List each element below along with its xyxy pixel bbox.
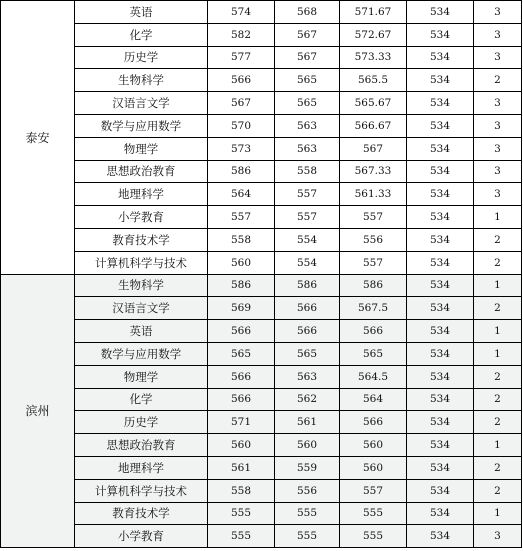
min-score-cell: 566 — [275, 297, 340, 320]
major-cell: 生物科学 — [75, 274, 208, 297]
control-line-cell: 534 — [407, 23, 474, 46]
control-line-cell: 534 — [407, 297, 474, 320]
major-cell: 教育技术学 — [75, 502, 208, 525]
max-score-cell: 586 — [208, 160, 275, 183]
min-score-cell: 554 — [275, 251, 340, 274]
min-score-cell: 566 — [275, 320, 340, 343]
min-score-cell: 555 — [275, 502, 340, 525]
major-cell: 物理学 — [75, 137, 208, 160]
control-line-cell: 534 — [407, 320, 474, 343]
avg-score-cell: 566.67 — [340, 114, 407, 137]
table-row — [1, 434, 522, 457]
major-cell: 数学与应用数学 — [75, 342, 208, 365]
min-score-cell: 560 — [275, 434, 340, 457]
max-score-cell: 569 — [208, 297, 275, 320]
avg-score-cell: 565.67 — [340, 92, 407, 115]
max-score-cell: 555 — [208, 502, 275, 525]
admitted-count-cell: 2 — [474, 228, 522, 251]
major-cell: 思想政治教育 — [75, 160, 208, 183]
admitted-count-cell: 2 — [474, 365, 522, 388]
avg-score-cell: 565.5 — [340, 69, 407, 92]
max-score-cell: 561 — [208, 456, 275, 479]
avg-score-cell: 557 — [340, 479, 407, 502]
major-cell: 计算机科学与技术 — [75, 251, 208, 274]
min-score-cell: 556 — [275, 479, 340, 502]
avg-score-cell: 561.33 — [340, 183, 407, 206]
admitted-count-cell: 2 — [474, 456, 522, 479]
min-score-cell: 567 — [275, 46, 340, 69]
min-score-cell: 565 — [275, 69, 340, 92]
admitted-count-cell: 3 — [474, 92, 522, 115]
avg-score-cell: 560 — [340, 456, 407, 479]
avg-score-cell: 566 — [340, 320, 407, 343]
table-row — [1, 365, 522, 388]
table-row — [1, 502, 522, 525]
major-cell: 物理学 — [75, 365, 208, 388]
control-line-cell: 534 — [407, 479, 474, 502]
admitted-count-cell: 1 — [474, 274, 522, 297]
max-score-cell: 566 — [208, 320, 275, 343]
min-score-cell: 558 — [275, 160, 340, 183]
admitted-count-cell: 3 — [474, 1, 522, 24]
min-score-cell: 563 — [275, 365, 340, 388]
min-score-cell: 561 — [275, 411, 340, 434]
min-score-cell: 555 — [275, 525, 340, 548]
max-score-cell: 565 — [208, 342, 275, 365]
max-score-cell: 560 — [208, 434, 275, 457]
max-score-cell: 570 — [208, 114, 275, 137]
max-score-cell: 567 — [208, 92, 275, 115]
min-score-cell: 568 — [275, 1, 340, 24]
major-cell: 地理科学 — [75, 456, 208, 479]
control-line-cell: 534 — [407, 411, 474, 434]
control-line-cell: 534 — [407, 274, 474, 297]
table-row — [1, 342, 522, 365]
max-score-cell: 577 — [208, 46, 275, 69]
table-row — [1, 137, 522, 160]
major-cell: 小学教育 — [75, 206, 208, 229]
control-line-cell: 534 — [407, 69, 474, 92]
admitted-count-cell: 2 — [474, 69, 522, 92]
control-line-cell: 534 — [407, 46, 474, 69]
admitted-count-cell: 1 — [474, 320, 522, 343]
avg-score-cell: 560 — [340, 434, 407, 457]
major-cell: 历史学 — [75, 46, 208, 69]
admitted-count-cell: 1 — [474, 434, 522, 457]
table-row — [1, 320, 522, 343]
major-cell: 历史学 — [75, 411, 208, 434]
admitted-count-cell: 2 — [474, 388, 522, 411]
max-score-cell: 573 — [208, 137, 275, 160]
avg-score-cell: 557 — [340, 251, 407, 274]
region-cell: 滨州 — [1, 274, 75, 548]
control-line-cell: 534 — [407, 137, 474, 160]
table-row — [1, 297, 522, 320]
min-score-cell: 567 — [275, 23, 340, 46]
control-line-cell: 534 — [407, 206, 474, 229]
control-line-cell: 534 — [407, 1, 474, 24]
admitted-count-cell: 3 — [474, 137, 522, 160]
table-row — [1, 206, 522, 229]
region-cell: 泰安 — [1, 1, 75, 275]
major-cell: 英语 — [75, 1, 208, 24]
table-row — [1, 160, 522, 183]
admitted-count-cell: 3 — [474, 183, 522, 206]
max-score-cell: 566 — [208, 365, 275, 388]
control-line-cell: 534 — [407, 456, 474, 479]
control-line-cell: 534 — [407, 183, 474, 206]
admitted-count-cell: 3 — [474, 46, 522, 69]
major-cell: 英语 — [75, 320, 208, 343]
max-score-cell: 564 — [208, 183, 275, 206]
avg-score-cell: 566 — [340, 411, 407, 434]
avg-score-cell: 564.5 — [340, 365, 407, 388]
avg-score-cell: 565 — [340, 342, 407, 365]
table-row — [1, 274, 522, 297]
score-table-body — [1, 1, 522, 548]
min-score-cell: 557 — [275, 206, 340, 229]
max-score-cell: 586 — [208, 274, 275, 297]
control-line-cell: 534 — [407, 525, 474, 548]
max-score-cell: 558 — [208, 479, 275, 502]
major-cell: 化学 — [75, 23, 208, 46]
admitted-count-cell: 3 — [474, 23, 522, 46]
max-score-cell: 571 — [208, 411, 275, 434]
table-row — [1, 456, 522, 479]
min-score-cell: 565 — [275, 92, 340, 115]
major-cell: 教育技术学 — [75, 228, 208, 251]
admitted-count-cell: 3 — [474, 525, 522, 548]
control-line-cell: 534 — [407, 434, 474, 457]
major-cell: 数学与应用数学 — [75, 114, 208, 137]
avg-score-cell: 571.67 — [340, 1, 407, 24]
max-score-cell: 560 — [208, 251, 275, 274]
avg-score-cell: 567.5 — [340, 297, 407, 320]
table-row — [1, 23, 522, 46]
avg-score-cell: 555 — [340, 502, 407, 525]
avg-score-cell: 567.33 — [340, 160, 407, 183]
min-score-cell: 559 — [275, 456, 340, 479]
max-score-cell: 574 — [208, 1, 275, 24]
table-row — [1, 46, 522, 69]
max-score-cell: 555 — [208, 525, 275, 548]
min-score-cell: 562 — [275, 388, 340, 411]
admitted-count-cell: 1 — [474, 342, 522, 365]
major-cell: 计算机科学与技术 — [75, 479, 208, 502]
admitted-count-cell: 2 — [474, 251, 522, 274]
table-row — [1, 251, 522, 274]
avg-score-cell: 555 — [340, 525, 407, 548]
major-cell: 汉语言文学 — [75, 297, 208, 320]
min-score-cell: 563 — [275, 137, 340, 160]
table-row — [1, 388, 522, 411]
control-line-cell: 534 — [407, 388, 474, 411]
min-score-cell: 565 — [275, 342, 340, 365]
admitted-count-cell: 2 — [474, 479, 522, 502]
admitted-count-cell: 3 — [474, 114, 522, 137]
max-score-cell: 582 — [208, 23, 275, 46]
table-row — [1, 1, 522, 24]
avg-score-cell: 573.33 — [340, 46, 407, 69]
avg-score-cell: 572.67 — [340, 23, 407, 46]
major-cell: 化学 — [75, 388, 208, 411]
max-score-cell: 558 — [208, 228, 275, 251]
table-row — [1, 183, 522, 206]
control-line-cell: 534 — [407, 114, 474, 137]
min-score-cell: 554 — [275, 228, 340, 251]
table-row — [1, 92, 522, 115]
table-row — [1, 411, 522, 434]
max-score-cell: 566 — [208, 388, 275, 411]
major-cell: 生物科学 — [75, 69, 208, 92]
major-cell: 汉语言文学 — [75, 92, 208, 115]
admitted-count-cell: 2 — [474, 297, 522, 320]
major-cell: 小学教育 — [75, 525, 208, 548]
min-score-cell: 563 — [275, 114, 340, 137]
avg-score-cell: 564 — [340, 388, 407, 411]
control-line-cell: 534 — [407, 502, 474, 525]
control-line-cell: 534 — [407, 160, 474, 183]
min-score-cell: 557 — [275, 183, 340, 206]
table-row — [1, 479, 522, 502]
table-row — [1, 228, 522, 251]
table-row — [1, 69, 522, 92]
avg-score-cell: 556 — [340, 228, 407, 251]
control-line-cell: 534 — [407, 251, 474, 274]
admitted-count-cell: 2 — [474, 411, 522, 434]
control-line-cell: 534 — [407, 342, 474, 365]
admitted-count-cell: 1 — [474, 206, 522, 229]
table-row — [1, 114, 522, 137]
min-score-cell: 586 — [275, 274, 340, 297]
major-cell: 思想政治教育 — [75, 434, 208, 457]
avg-score-cell: 557 — [340, 206, 407, 229]
admitted-count-cell: 1 — [474, 502, 522, 525]
avg-score-cell: 567 — [340, 137, 407, 160]
admitted-count-cell: 3 — [474, 160, 522, 183]
control-line-cell: 534 — [407, 228, 474, 251]
control-line-cell: 534 — [407, 365, 474, 388]
max-score-cell: 557 — [208, 206, 275, 229]
control-line-cell: 534 — [407, 92, 474, 115]
max-score-cell: 566 — [208, 69, 275, 92]
table-row — [1, 525, 522, 548]
major-cell: 地理科学 — [75, 183, 208, 206]
avg-score-cell: 586 — [340, 274, 407, 297]
